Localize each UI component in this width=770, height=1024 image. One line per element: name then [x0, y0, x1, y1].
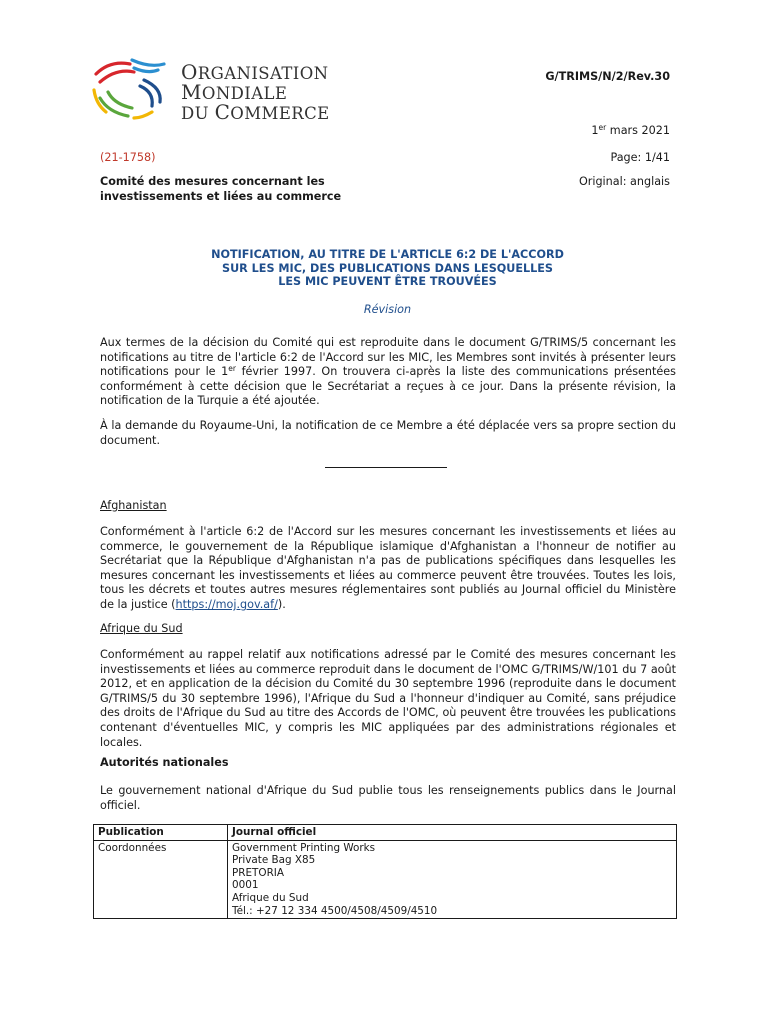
section-separator [325, 467, 447, 468]
reference-number: (21-1758) [100, 151, 156, 164]
document-date [591, 124, 670, 137]
south-africa-paragraph: Conformément au rappel relatif aux notifications adressé par le Comité des mesures concernant les investissements et liées au commerce reproduit dans le document de l'OMC G/TRIMS/W/101 du 7 août 2012, et en application de la décision du Comité du 30 septembre 1996 (reproduite dans le document G/TRIMS/5 du 30 septembre 1996), l'Afrique du Sud a l'honneur d'indiquer au Comité, sans préjudice des droits de l'Afrique du Sud au titre des Accords de l'OMC, où peuvent être trouvées les publications contenant d'éventuelles MIC, y compris les MIC appliquées par des administrations régionales et locales. [100, 648, 676, 749]
afghanistan-paragraph [100, 525, 676, 613]
title-line-1: NOTIFICATION, AU TITRE DE L'ARTICLE 6:2 DE L'ACCORD [211, 248, 564, 261]
address-line: Government Printing Works [232, 841, 376, 854]
afghanistan-text: Conformément à l'article 6:2 de l'Accord sur les mesures concernant les investissements et liées au commerce, le gouvernement de la République islamique d'Afghanistan a l'honneur de notifier au Secrétariat que la République d'Afghanistan n'a pas de publications spécifiques dans lesquelles les mesures concernant les investissements et liées au commerce peuvent être trouvées. Toutes les lois, tous les décrets et toutes autres mesures réglementaires sont publiés au Journal officiel du Ministère de la justice ( [100, 525, 676, 611]
table-address-cell [228, 840, 677, 919]
moj-link[interactable]: https://moj.gov.af/ [175, 597, 278, 611]
address-line: 0001 [232, 879, 259, 892]
table-row-label: Coordonnées [94, 840, 228, 919]
heading-national-authorities: Autorités nationales [100, 756, 229, 769]
publication-table [93, 824, 677, 919]
address-line: Private Bag X85 [232, 854, 316, 867]
document-subtitle: Révision [363, 303, 412, 316]
address-line: Tél.: +27 12 334 4500/4508/4509/4510 [232, 904, 438, 917]
org-name-line-2: MONDIALE [181, 80, 288, 104]
wto-logo [90, 58, 170, 120]
original-language: Original: anglais [578, 175, 670, 188]
address-line: PRETORIA [232, 866, 284, 879]
organization-name [181, 60, 330, 124]
org-name-line-1: ORGANISATION [181, 60, 329, 84]
date-superscript: er [598, 123, 607, 132]
title-line-2: SUR LES MIC, DES PUBLICATIONS DANS LESQUELLES [222, 261, 553, 275]
page-number: Page: 1/41 [610, 151, 670, 164]
document-symbol: G/TRIMS/N/2/Rev.30 [545, 70, 670, 83]
intro-p1-superscript: er [228, 364, 236, 374]
heading-south-africa: Afrique du Sud [100, 622, 183, 635]
intro-paragraph-1 [100, 336, 676, 409]
table-header-publication: Publication [94, 825, 228, 841]
national-authorities-paragraph: Le gouvernement national d'Afrique du Sud publie tous les renseignements publics dans le Journal officiel. [100, 784, 676, 812]
intro-paragraph-2: À la demande du Royaume-Uni, la notification de ce Membre a été déplacée vers sa propre section du document. [100, 419, 676, 447]
intro-p1-part-a: Aux termes de la décision du Comité qui est reproduite dans le document G/TRIMS/5 concernant les notifications au titre de l'article 6:2 de l'Accord sur les MIC, les Membres sont invités à présenter leurs notifications pour le 1 [100, 336, 676, 379]
date-rest: mars 2021 [606, 124, 670, 137]
date-day: 1 [591, 124, 599, 137]
title-line-3: LES MIC PEUVENT ÊTRE TROUVÉES [278, 275, 497, 288]
intro-p1-part-b: février 1997. On trouvera ci-après la liste des communications présentées conformément à cette décision que le Secrétariat a reçues à ce jour. Dans la présente révision, la notification de la Turquie a été ajoutée. [100, 365, 676, 408]
committee-name: Comité des mesures concernant les investissements et liées au commerce [100, 175, 342, 203]
address-line: Afrique du Sud [232, 891, 309, 904]
heading-afghanistan: Afghanistan [100, 499, 167, 512]
org-name-line-3: DU COMMERCE [181, 100, 330, 124]
afghanistan-text-end: ). [277, 597, 286, 611]
table-row [94, 840, 677, 919]
table-header-row [94, 825, 677, 841]
document-title [100, 248, 675, 289]
table-header-journal: Journal officiel [228, 825, 677, 841]
